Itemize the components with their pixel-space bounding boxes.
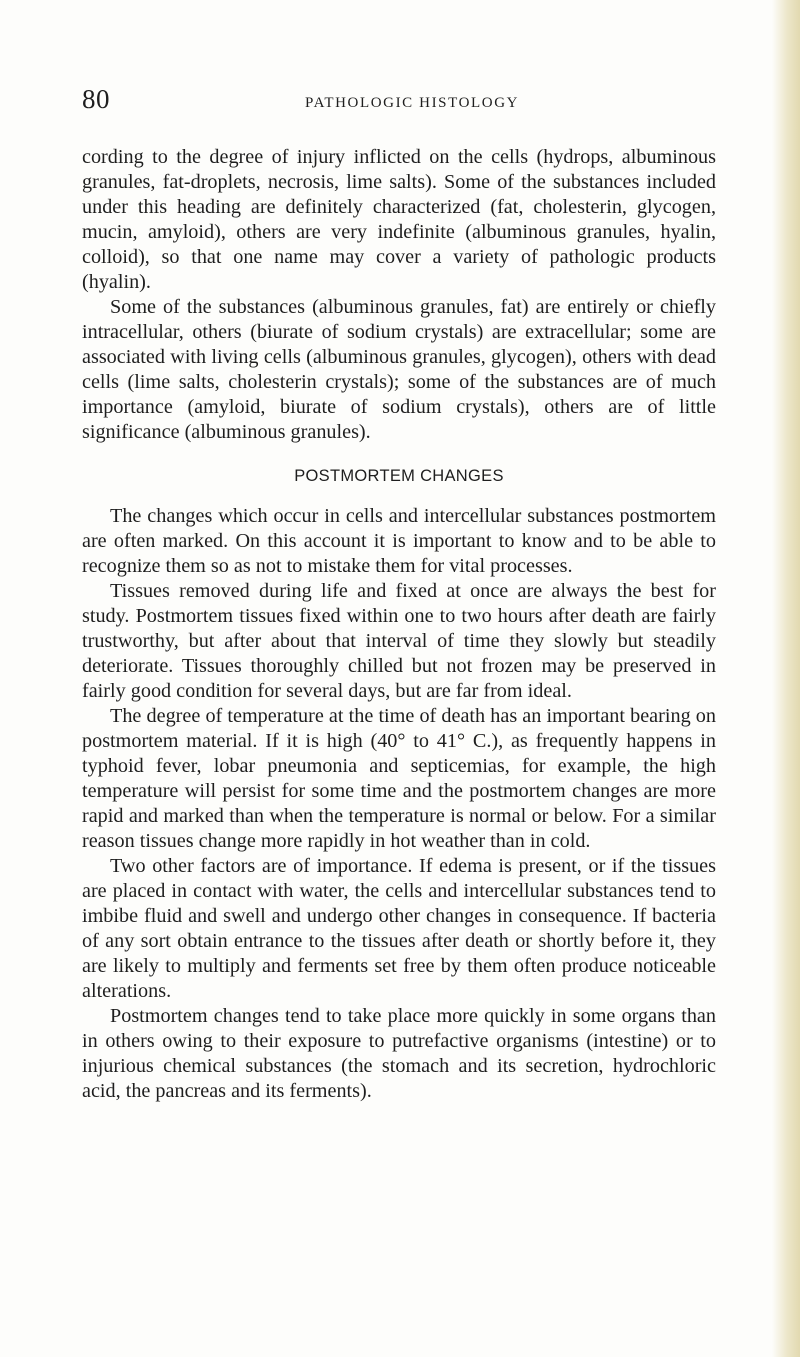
running-title: PATHOLOGIC HISTOLOGY (305, 95, 520, 111)
paragraph: cording to the degree of injury inflicted on the cells (hydrops, albuminous granules, fat-droplets, necrosis, lime salts). Some of the substances included under this heading are definitely characterized (fat, cholesterin, glycogen, mucin, amyloid), others are very indefinite (albuminous granules, hyalin, colloid), so that one name may cover a variety of pathologic products (hyalin). (82, 146, 716, 293)
body-text (82, 145, 716, 1104)
paragraph: Two other factors are of importance. If edema is present, or if the tissues are placed in contact with water, the cells and intercellular substances tend to imbibe fluid and swell and undergo other changes in consequence. If bacteria of any sort obtain entrance to the tissues after death or shortly before it, they are likely to multiply and ferments set free by them often produce noticeable alterations. (82, 855, 716, 1002)
paragraph: Some of the substances (albuminous granules, fat) are entirely or chiefly intracellular, others (biurate of sodium crystals) are extracellular; some are associated with living cells (albuminous granules, glycogen), others with dead cells (lime salts, cholesterin crystals); some of the substances are of much importance (amyloid, biurate of sodium crystals), others are of little significance (albuminous granules). (82, 296, 716, 443)
paragraph: Tissues removed during life and fixed at once are always the best for study. Postmortem tissues fixed within one to two hours after death are fairly trustworthy, but after about that interval of time they slowly but steadily deteriorate. Tissues thoroughly chilled but not frozen may be preserved in fairly good condition for several days, but are far from ideal. (82, 580, 716, 702)
section-heading: POSTMORTEM CHANGES (294, 467, 504, 485)
page-number: 80 (82, 84, 110, 114)
running-head (80, 80, 720, 120)
paragraph: Postmortem changes tend to take place more quickly in some organs than in others owing to their exposure to putrefactive organisms (intestine) or to injurious chemical substances (the stomach and its secretion, hydrochloric acid, the pancreas and its ferments). (82, 1005, 716, 1102)
paragraph: The changes which occur in cells and intercellular substances postmortem are often marked. On this account it is important to know and to be able to recognize them so as not to mistake them for vital processes. (82, 505, 716, 577)
page-edge-shadow (772, 0, 800, 1357)
paragraph: The degree of temperature at the time of death has an important bearing on postmortem material. If it is high (40° to 41° C.), as frequently happens in typhoid fever, lobar pneumonia and septicemias, for example, the high temperature will persist for some time and the postmortem changes are more rapid and marked than when the temperature is normal or below. For a similar reason tissues change more rapidly in hot weather than in cold. (82, 705, 716, 852)
